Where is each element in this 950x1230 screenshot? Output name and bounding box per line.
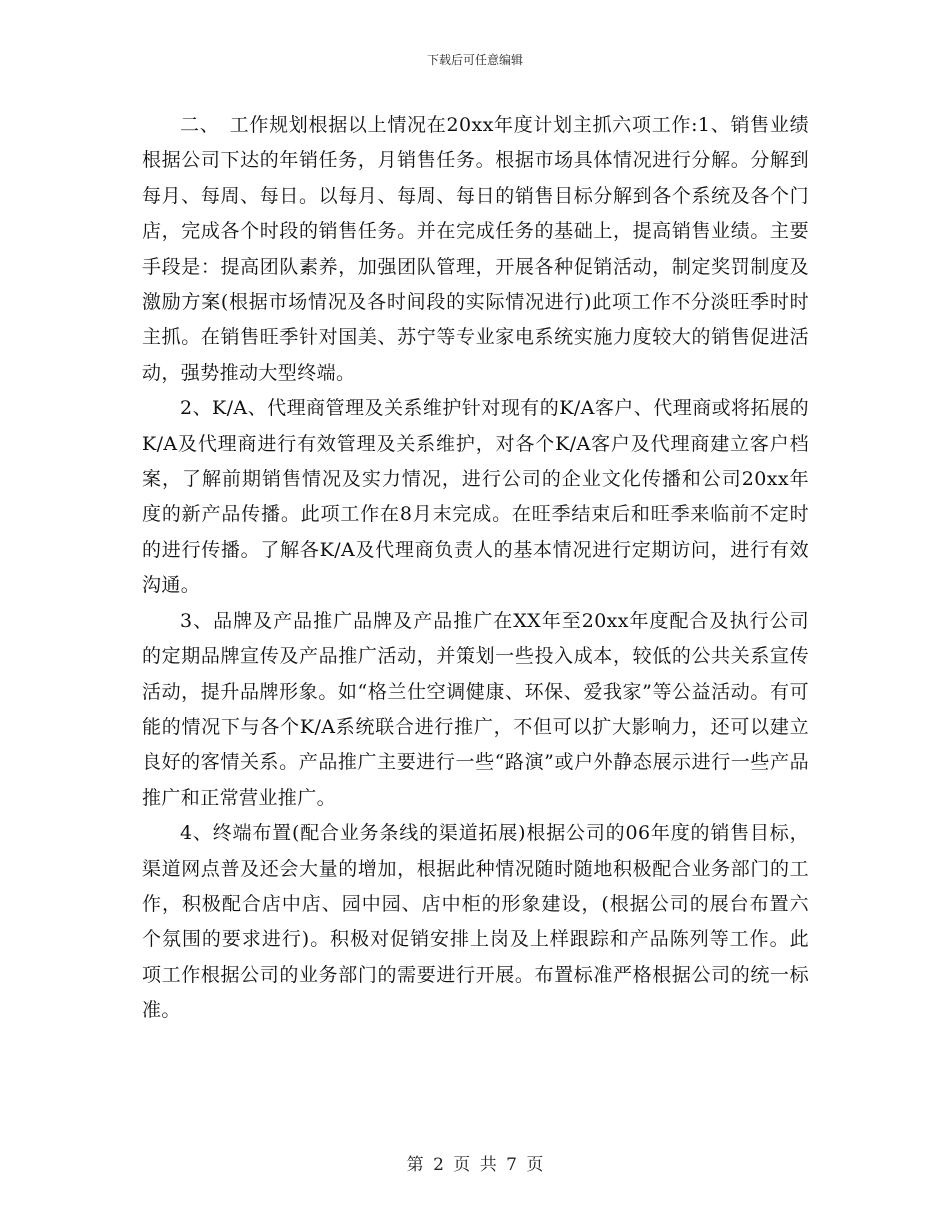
document-body — [142, 108, 809, 1029]
page-number: 第 2 页 共 7 页 — [406, 1155, 544, 1175]
paragraph-terminal-layout: 4、终端布置(配合业务条线的渠道拓展)根据公司的06年度的销售目标，渠道网点普及还会大量的增加，根据此种情况随时随地积极配合业务部门的工作，积极配合店中店、园中园、店中柜的形象建设，(根据公司的展台布置六个氛围的要求进行)。积极对促销安排上岗及上样跟踪和产品陈列等工作。此项工作根据公司的业务部门的需要进行开展。布置标准严格根据公司的统一标准。 — [142, 822, 809, 1022]
page-header: 下载后可任意编辑 — [426, 53, 523, 67]
paragraph-brand-promotion: 3、品牌及产品推广品牌及产品推广在XX年至20xx年度配合及执行公司的定期品牌宣传及产品推广活动，并策划一些投入成本，较低的公共关系宣传活动，提升品牌形象。如“格兰仕空调健康、环保、爱我家”等公益活动。有可能的情况下与各个K/A系统联合进行推广，不但可以扩大影响力，还可以建立良好的客情关系。产品推广主要进行一些“路演”或户外静态展示进行一些产品推广和正常营业推广。 — [142, 609, 809, 809]
paragraph-ka-agent-management: 2、K/A、代理商管理及关系维护针对现有的K/A客户、代理商或将拓展的K/A及代理商进行有效管理及关系维护，对各个K/A客户及代理商建立客户档案，了解前期销售情况及实力情况，进行公司的企业文化传播和公司20xx年度的新产品传播。此项工作在8月末完成。在旺季结束后和旺季来临前不定时的进行传播。了解各K/A及代理商负责人的基本情况进行定期访问，进行有效沟通。 — [142, 397, 809, 597]
paragraph-work-plan: 二、 工作规划根据以上情况在20xx年度计划主抓六项工作:1、销售业绩根据公司下达的年销任务，月销售任务。根据市场具体情况进行分解。分解到每月、每周、每日。以每月、每周、每日的销售目标分解到各个系统及各个门店，完成各个时段的销售任务。并在完成任务的基础上，提高销售业绩。主要手段是：提高团队素养，加强团队管理，开展各种促销活动，制定奖罚制度及激励方案(根据市场情况及各时间段的实际情况进行)此项工作不分淡旺季时时主抓。在销售旺季针对国美、苏宁等专业家电系统实施力度较大的销售促进活动，强势推动大型终端。 — [142, 114, 809, 384]
